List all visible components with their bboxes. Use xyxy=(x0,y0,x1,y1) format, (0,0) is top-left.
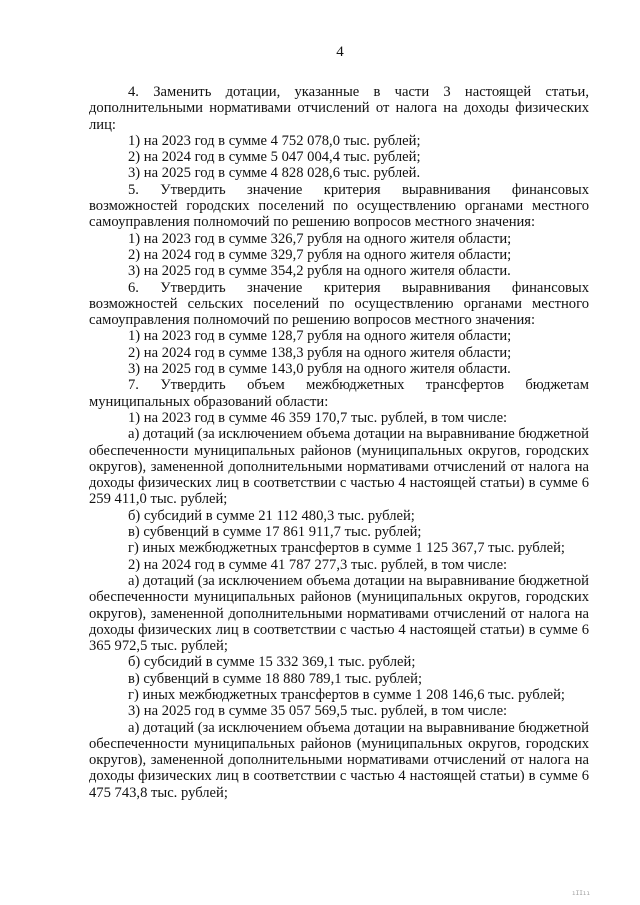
list-item: г) иных межбюджетных трансфертов в сумме 1 208 146,6 тыс. рублей; xyxy=(128,686,565,703)
list-item: 1) на 2023 год в сумме 128,7 рубля на одного жителя области; xyxy=(128,328,512,345)
paragraph-item-4: 4. Заменить дотации, указанные в части 3 настоящей статьи, дополнительными нормативами отчислений от налога на доходы физических лиц: xyxy=(89,84,589,133)
list-item: 1) на 2023 год в сумме 46 359 170,7 тыс. рублей, в том числе: xyxy=(128,409,508,426)
list-item: 3) на 2025 год в сумме 4 828 028,6 тыс. рублей. xyxy=(128,165,421,182)
list-item: 1) на 2023 год в сумме 326,7 рубля на одного жителя области; xyxy=(128,230,512,247)
footer-mark: ıIIıı xyxy=(572,890,591,897)
list-item: 3) на 2025 год в сумме 143,0 рубля на одного жителя области. xyxy=(128,361,511,378)
page-number: 4 xyxy=(336,44,344,60)
list-item: в) субвенций в сумме 18 880 789,1 тыс. рублей; xyxy=(128,670,423,687)
list-item: 2) на 2024 год в сумме 329,7 рубля на одного жителя области; xyxy=(128,246,512,263)
list-item: 1) на 2023 год в сумме 4 752 078,0 тыс. рублей; xyxy=(128,132,421,149)
list-item: г) иных межбюджетных трансфертов в сумме 1 125 367,7 тыс. рублей; xyxy=(128,540,565,557)
list-item: а) дотаций (за исключением объема дотации на выравнивание бюджетной обеспеченности муниципальных районов (муниципальных округов, городских округов), замененной дополнительными нормативами отчислений от налога на доходы физических лиц в соответствии с частью 4 настоящей статьи) в сумме 6 259 411,0 тыс. рублей; xyxy=(89,426,589,508)
list-item: а) дотаций (за исключением объема дотации на выравнивание бюджетной обеспеченности муниципальных районов (муниципальных округов, городских округов), замененной дополнительными нормативами отчислений от налога на доходы физических лиц в соответствии с частью 4 настоящей статьи) в сумме 6 365 972,5 тыс. рублей; xyxy=(89,572,589,655)
list-item: 2) на 2024 год в сумме 138,3 рубля на одного жителя области; xyxy=(128,344,512,361)
list-item: 3) на 2025 год в сумме 354,2 рубля на одного жителя области. xyxy=(128,263,511,280)
paragraph-item-6: 6. Утвердить значение критерия выравнивания финансовых возможностей сельских поселений по осуществлению органами местного самоуправления полномочий по решению вопросов местного значения: xyxy=(89,279,589,329)
list-item: в) субвенций в сумме 17 861 911,7 тыс. рублей; xyxy=(128,524,422,541)
list-item: а) дотаций (за исключением объема дотации на выравнивание бюджетной обеспеченности муниципальных районов (муниципальных округов, городских округов), замененной дополнительными нормативами отчислений от налога на доходы физических лиц в соответствии с частью 4 настоящей статьи) в сумме 6 475 743,8 тыс. рублей; xyxy=(89,719,589,801)
document-body xyxy=(89,84,589,801)
list-item: 2) на 2024 год в сумме 5 047 004,4 тыс. рублей; xyxy=(128,149,421,166)
list-item: б) субсидий в сумме 21 112 480,3 тыс. рублей; xyxy=(128,507,415,524)
paragraph-item-5: 5. Утвердить значение критерия выравнивания финансовых возможностей городских поселений по осуществлению органами местного самоуправления полномочий по решению вопросов местного значения: xyxy=(89,181,589,231)
list-item: 2) на 2024 год в сумме 41 787 277,3 тыс. рублей, в том числе: xyxy=(128,556,508,573)
paragraph-item-7: 7. Утвердить объем межбюджетных трансфертов бюджетам муниципальных образований области: xyxy=(89,377,589,410)
list-item: б) субсидий в сумме 15 332 369,1 тыс. рублей; xyxy=(128,654,416,671)
list-item: 3) на 2025 год в сумме 35 057 569,5 тыс. рублей, в том числе: xyxy=(128,703,508,720)
